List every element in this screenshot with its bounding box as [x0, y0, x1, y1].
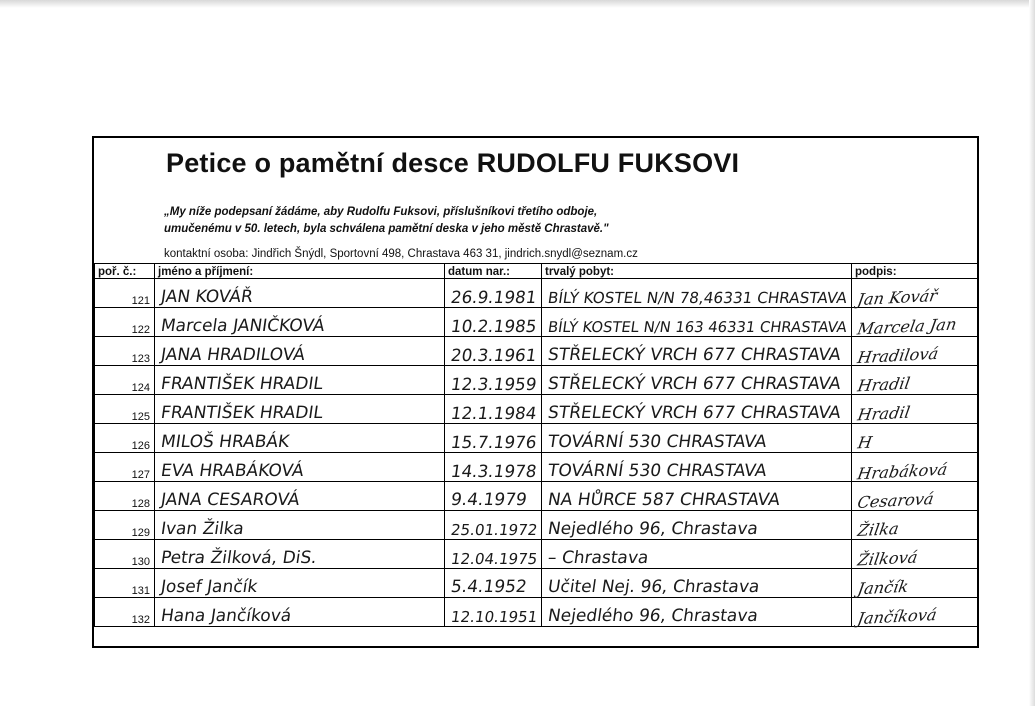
row-address	[542, 279, 852, 308]
row-signature	[852, 395, 978, 424]
table-row	[95, 598, 978, 627]
row-name	[155, 569, 445, 598]
table-row	[95, 337, 978, 366]
row-number: 128	[95, 482, 155, 511]
row-name-text: Josef Jančík	[159, 577, 259, 597]
row-birth-date	[445, 366, 542, 395]
row-signature-text: Hradil	[856, 373, 912, 396]
row-number: 129	[95, 511, 155, 540]
row-name-text: FRANTIŠEK HRADIL	[159, 374, 325, 394]
row-number: 122	[95, 308, 155, 337]
row-signature	[852, 337, 978, 366]
table-body	[95, 279, 978, 627]
header-name: jméno a příjmení:	[155, 264, 445, 279]
row-address	[542, 540, 852, 569]
row-address	[542, 424, 852, 453]
row-birth-date	[445, 511, 542, 540]
petition-intro	[164, 204, 609, 238]
row-name	[155, 598, 445, 627]
row-signature	[852, 366, 978, 395]
header-signature: podpis:	[852, 264, 978, 279]
row-address	[542, 366, 852, 395]
row-birth-date-text: 12.10.1951	[449, 608, 539, 626]
row-signature-text: Hradil	[856, 402, 912, 425]
row-name-text: MILOŠ HRABÁK	[159, 432, 291, 452]
table-header-row	[95, 264, 978, 279]
row-number: 126	[95, 424, 155, 453]
row-birth-date-text: 10.2.1985	[449, 316, 538, 336]
row-birth-date	[445, 337, 542, 366]
row-number: 125	[95, 395, 155, 424]
row-name-text: Ivan Žilka	[159, 519, 246, 539]
row-birth-date	[445, 308, 542, 337]
header-birth: datum nar.:	[445, 264, 542, 279]
row-name-text: Marcela JANIČKOVÁ	[159, 316, 326, 336]
row-address	[542, 337, 852, 366]
row-signature-text: Cesarová	[856, 489, 936, 512]
row-signature-text: Hrabáková	[856, 459, 949, 484]
row-birth-date	[445, 598, 542, 627]
row-birth-date-text: 12.3.1959	[449, 374, 538, 394]
row-address-text: STŘELECKÝ VRCH 677 CHRASTAVA	[546, 345, 843, 365]
row-number: 121	[95, 279, 155, 308]
row-name-text: JANA CESAROVÁ	[159, 490, 301, 510]
row-name	[155, 540, 445, 569]
row-signature	[852, 598, 978, 627]
table-row	[95, 366, 978, 395]
table-row	[95, 540, 978, 569]
scan-edge-top	[0, 0, 1035, 8]
row-name	[155, 366, 445, 395]
row-name-text: FRANTIŠEK HRADIL	[159, 403, 325, 423]
row-address-text: – Chrastava	[546, 548, 650, 568]
row-birth-date	[445, 540, 542, 569]
petition-title: Petice o pamětní desce RUDOLFU FUKSOVI	[166, 148, 740, 178]
row-signature	[852, 308, 978, 337]
row-birth-date	[445, 424, 542, 453]
row-birth-date-text: 14.3.1978	[449, 461, 538, 481]
table-row	[95, 569, 978, 598]
row-birth-date-text: 12.1.1984	[449, 403, 538, 423]
table-row	[95, 482, 978, 511]
row-address-text: STŘELECKÝ VRCH 677 CHRASTAVA	[546, 374, 843, 394]
row-address-text: NA HŮRCE 587 CHRASTAVA	[546, 490, 782, 510]
row-birth-date	[445, 279, 542, 308]
row-birth-date-text: 5.4.1952	[449, 577, 529, 597]
row-signature-text: Jančíková	[856, 604, 939, 629]
row-address-text: BÍLÝ KOSTEL N/N 78,46331 CHRASTAVA	[546, 289, 849, 307]
row-signature	[852, 424, 978, 453]
row-signature-text: Žilková	[856, 547, 920, 570]
table-row	[95, 279, 978, 308]
row-number: 127	[95, 453, 155, 482]
row-birth-date-text: 26.9.1981	[449, 287, 538, 307]
row-number: 131	[95, 569, 155, 598]
row-name	[155, 453, 445, 482]
scan-edge-right	[1029, 0, 1035, 706]
row-signature-text: H	[856, 432, 874, 453]
intro-line-2: umučenému v 50. letech, byla schválena pamětní deska v jeho městě Chrastavě."	[164, 223, 609, 235]
row-number: 123	[95, 337, 155, 366]
table-row	[95, 511, 978, 540]
row-address	[542, 598, 852, 627]
row-birth-date-text: 25.01.1972	[449, 521, 539, 539]
row-address	[542, 395, 852, 424]
row-name-text: Petra Žilková, DiS.	[159, 548, 319, 568]
row-address-text: TOVÁRNÍ 530 CHRASTAVA	[546, 461, 768, 481]
table-row	[95, 424, 978, 453]
row-birth-date-text: 12.04.1975	[449, 550, 539, 568]
row-address	[542, 482, 852, 511]
row-address	[542, 308, 852, 337]
header-number: poř. č.:	[95, 264, 155, 279]
petition-sheet	[92, 136, 979, 648]
row-signature	[852, 511, 978, 540]
row-address-text: TOVÁRNÍ 530 CHRASTAVA	[546, 432, 768, 452]
row-signature	[852, 453, 978, 482]
row-signature	[852, 569, 978, 598]
row-signature-text: Marcela Jan	[856, 314, 958, 339]
row-birth-date	[445, 569, 542, 598]
row-name	[155, 482, 445, 511]
row-birth-date-text: 20.3.1961	[449, 345, 538, 365]
row-address-text: Nejedlého 96, Chrastava	[546, 519, 760, 539]
table-row	[95, 395, 978, 424]
row-birth-date	[445, 453, 542, 482]
row-address	[542, 569, 852, 598]
row-address-text: STŘELECKÝ VRCH 677 CHRASTAVA	[546, 403, 843, 423]
row-name-text: JANA HRADILOVÁ	[159, 345, 307, 365]
row-signature	[852, 279, 978, 308]
contact-line: kontaktní osoba: Jindřich Šnýdl, Sportovní 498, Chrastava 463 31, jindrich.snydl@seznam.cz	[164, 248, 638, 260]
header-address: trvalý pobyt:	[542, 264, 852, 279]
row-name	[155, 395, 445, 424]
row-name	[155, 424, 445, 453]
row-birth-date-text: 15.7.1976	[449, 432, 538, 452]
row-signature	[852, 482, 978, 511]
row-name-text: EVA HRABÁKOVÁ	[159, 461, 306, 481]
row-birth-date	[445, 395, 542, 424]
row-signature	[852, 540, 978, 569]
row-address	[542, 511, 852, 540]
row-name	[155, 511, 445, 540]
row-address-text: Nejedlého 96, Chrastava	[546, 606, 760, 626]
row-address-text: BÍLÝ KOSTEL N/N 163 46331 CHRASTAVA	[546, 319, 848, 336]
row-birth-date	[445, 482, 542, 511]
table-row	[95, 453, 978, 482]
row-signature-text: Žilka	[856, 518, 901, 541]
table-row	[95, 308, 978, 337]
row-name-text: JAN KOVÁŘ	[159, 287, 255, 307]
row-name-text: Hana Jančíková	[159, 606, 293, 626]
row-name	[155, 279, 445, 308]
intro-line-1: „My níže podepsaní žádáme, aby Rudolfu Fuksovi, příslušníkovi třetího odboje,	[164, 206, 598, 218]
row-signature-text: Hradilová	[856, 343, 940, 368]
row-signature-text: Jan Kovář	[856, 285, 939, 310]
row-number: 124	[95, 366, 155, 395]
row-signature-text: Jančík	[856, 576, 910, 599]
row-address	[542, 453, 852, 482]
row-number: 130	[95, 540, 155, 569]
row-number: 132	[95, 598, 155, 627]
signature-table	[94, 263, 978, 627]
row-birth-date-text: 9.4.1979	[449, 490, 529, 510]
row-address-text: Učitel Nej. 96, Chrastava	[546, 577, 761, 597]
row-name	[155, 337, 445, 366]
row-name	[155, 308, 445, 337]
